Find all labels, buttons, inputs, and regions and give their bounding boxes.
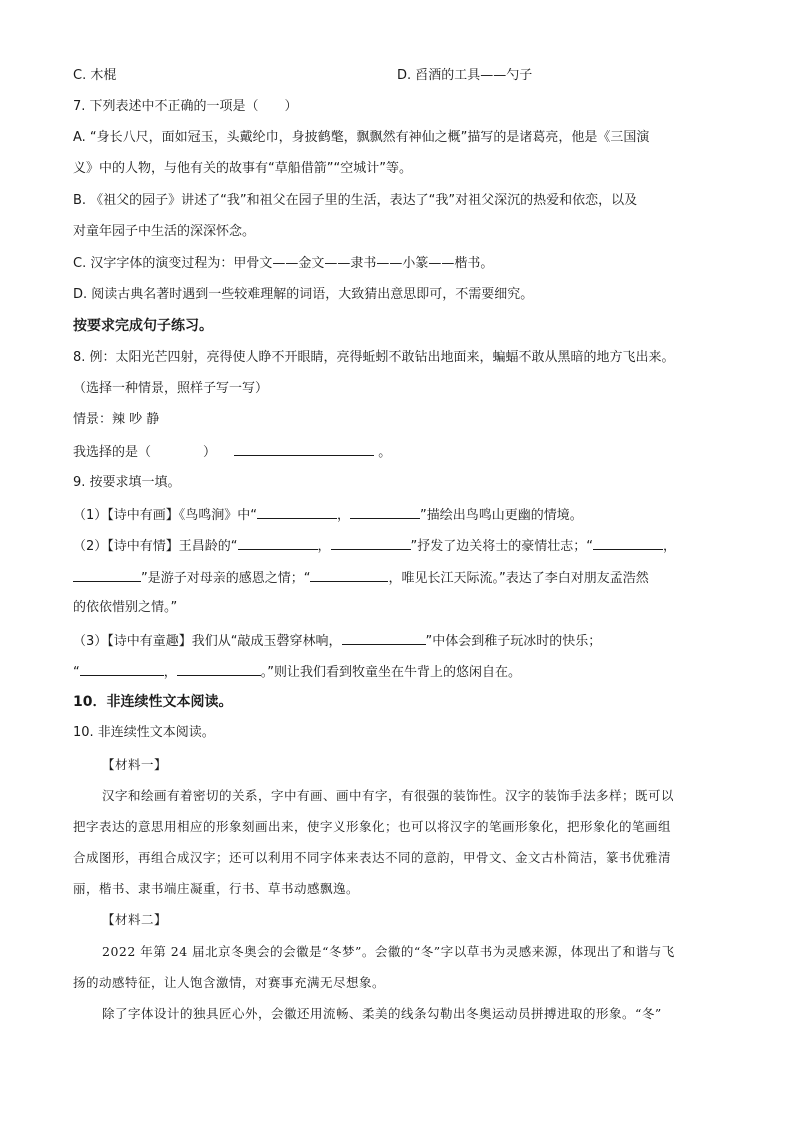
q7-stem: 7. 下列表述中不正确的一项是（ ） (73, 99, 298, 114)
q9-part3-blank-2[interactable] (80, 662, 164, 676)
q9-part2-text-e: ”是游子对母亲的感恩之情；“ (141, 571, 311, 586)
q7-option-b-line1: B. 《祖父的园子》讲述了“我”和祖父在园子里的生活，表达了“我”对祖父深沉的热爱和依恋，以及 (73, 193, 638, 208)
q8-scenarios: 情景：辣 吵 静 (73, 412, 160, 427)
q9-part2-blank-3[interactable] (593, 536, 663, 550)
q7-option-a-line2: 义》中的人物，与他有关的故事有“草船借箭”“空城计”等。 (73, 161, 412, 176)
q7-option-a-line1: A. “身长八尺，面如冠玉，头戴纶巾，身披鹤氅，飘飘然有神仙之概”描写的是诸葛亮，他是《三国演 (73, 130, 650, 145)
q9-part3-text-e: 。”则让我们看到牧童坐在牛背上的悠闲自在。 (260, 665, 522, 680)
q6-option-c: C. 木棍 (73, 68, 117, 83)
q9-part3-line2 (73, 662, 733, 682)
q9-part3-text-c: “ (73, 665, 80, 680)
q9-part1-blank-2[interactable] (350, 505, 420, 519)
q9-part2-text-d: ， (663, 539, 677, 554)
q9-part1-text-a: （1）【诗中有画】《鸟鸣涧》中“ (73, 508, 258, 523)
q9-part2-blank-2[interactable] (331, 536, 411, 550)
q9-part3-text-b: ”中体会到稚子玩冰时的快乐； (425, 634, 602, 649)
q8-choice-label: 我选择的是（ ） (73, 445, 217, 460)
material-1-line3: 合成图形，再组合成汉字；还可以利用不同字体来表达不同的意韵，甲骨文、金文古朴简洁，篆书优雅清 (73, 850, 672, 865)
q9-part3-blank-3[interactable] (177, 662, 261, 676)
q9-part2-blank-5[interactable] (310, 568, 388, 582)
q9-part3-blank-1[interactable] (342, 631, 426, 645)
q9-part2-text-a: （2）【诗中有情】王昌龄的“ (73, 539, 238, 554)
section-heading: 按要求完成句子练习。 (73, 318, 213, 334)
q9-part1 (73, 505, 733, 525)
q9-part3-text-a: （3）【诗中有童趣】我们从“敲成玉磬穿林响， (73, 634, 342, 649)
material-1-line2: 把字表达的意思用相应的形象刻画出来，使字义形象化；也可以将汉字的笔画形象化，把形象化的笔画组 (73, 819, 672, 834)
q9-stem: 9. 按要求填一填。 (73, 475, 181, 490)
q9-part2-text-b: ， (317, 539, 331, 554)
q9-part2-text-c: ”抒发了边关将士的豪情壮志；“ (410, 539, 594, 554)
material-1-title: 【材料一】 (102, 757, 168, 772)
material-2-line1: 2022 年第 24 届北京冬奥会的会徽是“冬梦”。会徽的“冬”字以草书为灵感来源，体现出了和谐与飞 (102, 944, 675, 959)
q7-option-c: C. 汉字字体的演变过程为：甲骨文——金文——隶书——小篆——楷书。 (73, 256, 494, 271)
q8-answer-row (73, 442, 733, 462)
q10-heading: 10．非连续性文本阅读。 (73, 694, 233, 710)
material-1-line1: 汉字和绘画有着密切的关系，字中有画、画中有字，有很强的装饰性。汉字的装饰手法多样；既可以 (102, 788, 675, 803)
q7-option-d: D. 阅读古典名著时遇到一些较难理解的词语，大致猜出意思即可，不需要细究。 (73, 287, 534, 302)
q9-part1-text-c: ”描绘出鸟鸣山更幽的情境。 (420, 508, 583, 523)
q8-example: 8. 例：太阳光芒四射，亮得使人睁不开眼睛，亮得蚯蚓不敢钻出地面来，蝙蝠不敢从黑暗的地方飞出来。 (73, 350, 675, 365)
q9-part2-line1 (73, 536, 733, 556)
material-2-line2: 扬的动感特征，让人饱含激情，对赛事充满无尽想象。 (73, 975, 386, 990)
q9-part2-line2 (73, 568, 733, 588)
q8-answer-blank[interactable] (234, 442, 374, 456)
q7-option-b-line2: 对童年园子中生活的深深怀念。 (73, 224, 256, 239)
q9-part2-blank-4[interactable] (73, 568, 141, 582)
q10-stem: 10. 非连续性文本阅读。 (73, 725, 215, 740)
q6-options-row (73, 67, 733, 85)
q9-part2-line3: 的依依惜别之情。” (73, 600, 178, 615)
q9-part2-blank-1[interactable] (238, 536, 318, 550)
q6-option-d: D. 舀酒的工具——勺子 (397, 68, 533, 83)
q9-part1-text-b: ， (337, 508, 351, 523)
material-2-title: 【材料二】 (102, 912, 168, 927)
q9-part2-text-f: ，唯见长江天际流。”表达了李白对朋友孟浩然 (388, 571, 649, 586)
q9-part3-text-d: ， (163, 665, 177, 680)
q8-answer-end: 。 (378, 445, 392, 460)
material-1-line4: 丽，楷书、隶书端庄凝重，行书、草书动感飘逸。 (73, 881, 360, 896)
q9-part3-line1 (73, 631, 733, 651)
q9-part1-blank-1[interactable] (257, 505, 337, 519)
material-2-line3: 除了字体设计的独具匠心外，会徽还用流畅、柔美的线条勾勒出冬奥运动员拼搏进取的形象。“冬” (102, 1006, 662, 1021)
q8-instruction: （选择一种情景，照样子写一写） (73, 381, 269, 396)
